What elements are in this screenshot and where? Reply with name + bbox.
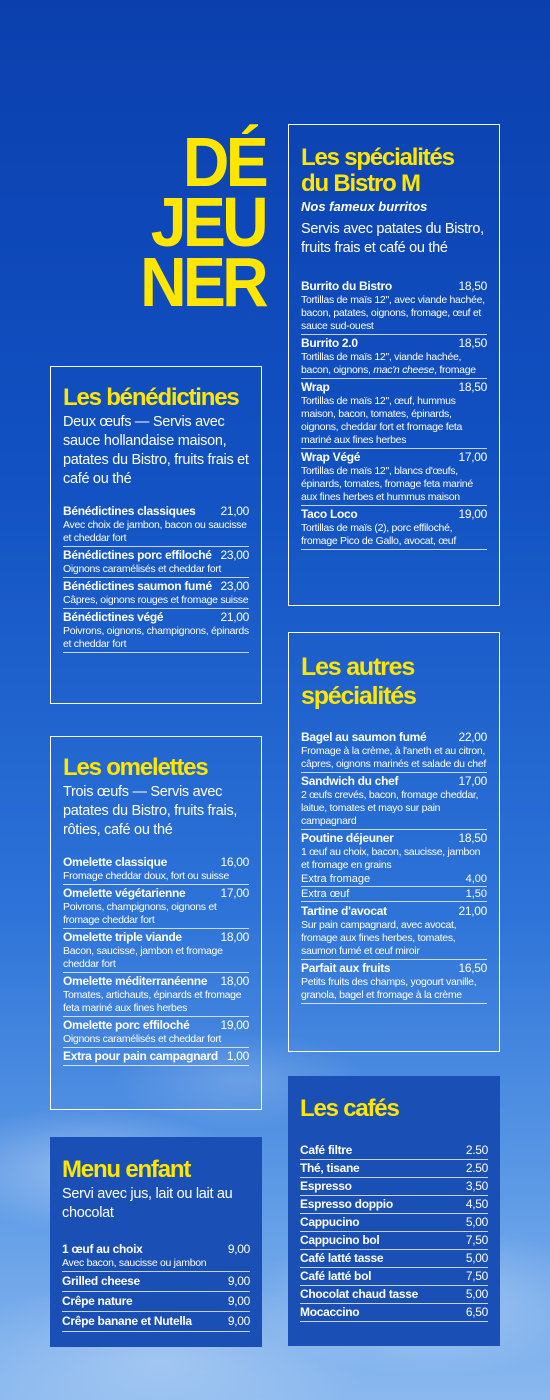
menu-item: [63, 973, 249, 1017]
menu-item: [300, 1142, 488, 1160]
page-title: [132, 123, 265, 321]
menu-item: [301, 773, 487, 830]
menu-item: [63, 929, 249, 973]
menu-item: [62, 1292, 250, 1312]
item-name: Chocolat chaud tasse: [300, 1287, 419, 1301]
item-price: 19,00: [220, 1018, 249, 1032]
coffee-section: [288, 1076, 500, 1346]
menu-item: [63, 503, 249, 547]
item-description: Oignons caramélisés et cheddar fort: [63, 563, 222, 575]
menu-item: [62, 1312, 250, 1332]
item-name: Omelette porc effiloché: [63, 1018, 190, 1032]
item-description: 1 œuf au choix, bacon, saucisse, jambon et fromage en grains: [301, 846, 481, 871]
item-name: Wrap Végé: [301, 450, 361, 464]
menu-item: [301, 449, 487, 506]
menu-item: [63, 1017, 249, 1048]
other-specialties-section: [288, 632, 500, 1052]
title-line-1: DÉ: [182, 123, 265, 201]
item-price: 17,00: [458, 450, 487, 464]
item-description: Avec bacon, saucisse ou jambon: [62, 1257, 207, 1269]
item-price: 22,00: [458, 730, 487, 744]
menu-item: [301, 379, 487, 449]
title-line-2: JEU: [150, 183, 265, 261]
item-name: Thé, tisane: [300, 1161, 360, 1175]
extra-price: 1,50: [465, 888, 487, 900]
item-description: Bacon, saucisse, jambon et fromage cheddar fort: [63, 945, 223, 970]
item-name: Parfait aux fruits: [301, 961, 391, 975]
item-description: Oignons caramélisés et cheddar fort: [63, 1033, 222, 1045]
item-name: Poutine déjeuner: [301, 831, 394, 845]
menu-item: [300, 1286, 488, 1304]
item-price: 23,00: [220, 579, 249, 593]
item-price: 9,00: [227, 1314, 250, 1328]
item-price: 19,00: [458, 507, 487, 521]
item-name: Café latté tasse: [300, 1251, 384, 1265]
extra-egg-row: [301, 887, 487, 902]
menu-item: [63, 547, 249, 578]
item-price: 7,50: [465, 1269, 488, 1283]
menu-item: [301, 729, 487, 773]
item-price: 23,00: [220, 548, 249, 562]
title-line-3: NER: [140, 243, 265, 321]
item-price: 21,00: [458, 904, 487, 918]
benedictines-list: [63, 503, 249, 653]
menu-item: [301, 278, 487, 335]
item-price: 6,50: [465, 1305, 488, 1319]
item-description: Tortillas de maïs 12", blancs d'œufs, épinards, tomates, fromage feta mariné aux fines herbes et hummus maison: [301, 465, 473, 503]
menu-item: [301, 903, 487, 960]
menu-item: [300, 1268, 488, 1286]
item-price: 9,00: [227, 1242, 250, 1256]
kids-menu-description: Servi avec jus, lait ou lait au chocolat: [62, 1186, 233, 1221]
item-name: Burrito 2.0: [301, 336, 358, 350]
coffee-heading: Les cafés: [300, 1095, 399, 1122]
item-description: [301, 351, 487, 377]
menu-item: [301, 506, 487, 550]
item-price: 3,50: [465, 1179, 488, 1193]
item-price: 21,00: [220, 610, 249, 624]
item-price: 5,00: [465, 1287, 488, 1301]
extra-name: Extra fromage: [301, 873, 371, 885]
item-name: Crêpe banane et Nutella: [62, 1314, 192, 1328]
item-description: Tortillas de maïs 12", avec viande hachée, bacon, patates, oignons, fromage, œuf et sauce sud-ouest: [301, 294, 485, 332]
menu-item: [63, 578, 249, 609]
bistro-specialties-description: Servis avec patates du Bistro, fruits frais et café ou thé: [301, 221, 484, 256]
item-name: Café latté bol: [300, 1269, 372, 1283]
item-name: Wrap: [301, 380, 330, 394]
menu-item: [63, 885, 249, 929]
item-description: Poivrons, champignons, oignons et fromage cheddar fort: [63, 901, 217, 926]
bistro-specialties-list: [301, 278, 487, 550]
item-name: Omelette méditerranéenne: [63, 974, 208, 988]
item-name: Omelette triple viande: [63, 930, 182, 944]
kids-menu-heading: Menu enfant: [62, 1156, 191, 1183]
item-description: Tomates, artichauts, épinards et fromage feta mariné aux fines herbes: [63, 989, 242, 1014]
item-name: Sandwich du chef: [301, 774, 399, 788]
benedictines-section: [50, 366, 262, 704]
item-name: Burrito du Bistro: [301, 279, 392, 293]
menu-item: [63, 1048, 249, 1066]
item-description: Sur pain campagnard, avec avocat, fromage aux fines herbes, tomates, saumon fumé et œuf miroir: [301, 919, 457, 957]
menu-item: [62, 1241, 250, 1272]
menu-item: [300, 1250, 488, 1268]
benedictines-description: Deux œufs — Servis avec sauce hollandaise maison, patates du Bistro, fruits frais et café ou thé: [63, 414, 249, 487]
item-name: Espresso: [300, 1179, 352, 1193]
menu-item: [300, 1196, 488, 1214]
item-name: Omelette classique: [63, 855, 167, 869]
item-name: Bénédictines saumon fumé: [63, 579, 212, 593]
item-price: 5,00: [465, 1251, 488, 1265]
item-price: 16,50: [458, 961, 487, 975]
heading-line-1: Les spécialités: [301, 144, 454, 171]
item-price: 1,00: [226, 1049, 249, 1063]
menu-item: [300, 1160, 488, 1178]
item-name: Bénédictines classiques: [63, 504, 196, 518]
desc-part: Tortillas de maïs 12", viande hachée, bacon, oignons,: [301, 351, 462, 376]
item-price: 2.50: [465, 1161, 488, 1175]
item-price: 5,00: [465, 1215, 488, 1229]
item-name: 1 œuf au choix: [62, 1242, 143, 1256]
omelettes-heading: Les omelettes: [63, 754, 208, 781]
other-specialties-heading: [301, 653, 487, 711]
item-price: 18,00: [220, 930, 249, 944]
item-price: 4,50: [465, 1197, 488, 1211]
item-name: Mocaccino: [300, 1305, 360, 1319]
menu-item: [300, 1178, 488, 1196]
bistro-specialties-heading: [301, 145, 487, 197]
omelettes-list: [63, 854, 249, 1066]
omelettes-description: Trois œufs — Servis avec patates du Bistro, fruits frais, rôties, café ou thé: [63, 784, 238, 838]
omelettes-section: [50, 736, 262, 1110]
menu-item: [301, 830, 487, 903]
item-description: Poivrons, oignons, champignons, épinards et cheddar fort: [63, 625, 249, 650]
item-name: Extra pour pain campagnard: [63, 1049, 218, 1063]
heading-line-2: spécialités: [301, 682, 416, 710]
item-name: Bagel au saumon fumé: [301, 730, 427, 744]
menu-item: [301, 960, 487, 1004]
item-price: 2.50: [465, 1143, 488, 1157]
item-price: 9,00: [227, 1294, 250, 1308]
item-name: Grilled cheese: [62, 1274, 140, 1288]
item-name: Cappucino: [300, 1215, 360, 1229]
coffee-list: [300, 1142, 488, 1322]
item-price: 18,50: [458, 336, 487, 350]
menu-item: [300, 1214, 488, 1232]
menu-item: [300, 1232, 488, 1250]
item-name: Omelette végétarienne: [63, 886, 186, 900]
item-price: 18,50: [458, 380, 487, 394]
item-price: 18,50: [458, 279, 487, 293]
item-name: Espresso doppio: [300, 1197, 393, 1211]
bistro-specialties-section: [288, 124, 500, 606]
item-description: 2 œufs crevés, bacon, fromage cheddar, laitue, tomates et mayo sur pain campagnard: [301, 789, 479, 827]
item-name: Tartine d'avocat: [301, 904, 387, 918]
item-price: 17,00: [220, 886, 249, 900]
menu-item: [301, 335, 487, 379]
other-specialties-list: [301, 729, 487, 1004]
item-description: Avec choix de jambon, bacon ou saucisse et cheddar fort: [63, 519, 247, 544]
benedictines-heading: Les bénédictines: [63, 384, 239, 411]
extra-cheese-row: [301, 872, 487, 887]
item-price: 18,50: [458, 831, 487, 845]
desc-emphasis: mac'n cheese: [373, 364, 435, 376]
desc-part: , fromage: [434, 364, 476, 376]
item-name: Taco Loco: [301, 507, 358, 521]
item-description: Petits fruits des champs, yogourt vanille, granola, bagel et fromage à la crème: [301, 976, 477, 1001]
heading-line-1: Les autres: [301, 653, 415, 681]
item-name: Bénédictines végé: [63, 610, 164, 624]
item-name: Cappucino bol: [300, 1233, 380, 1247]
item-price: 16,00: [220, 855, 249, 869]
extra-name: Extra œuf: [301, 888, 350, 900]
item-name: Café filtre: [300, 1143, 353, 1157]
kids-menu-list: [62, 1241, 250, 1332]
item-description: Fromage cheddar doux, fort ou suisse: [63, 870, 230, 882]
item-description: Tortillas de maïs (2), porc effiloché, fromage Pico de Gallo, avocat, œuf: [301, 522, 456, 547]
item-price: 21,00: [220, 504, 249, 518]
burritos-subheading: Nos fameux burritos: [301, 199, 428, 214]
item-price: 18,00: [220, 974, 249, 988]
item-description: Câpres, oignons rouges et fromage suisse: [63, 594, 249, 606]
item-name: Crêpe nature: [62, 1294, 133, 1308]
extra-price: 4,00: [465, 873, 487, 885]
kids-menu-section: [50, 1137, 262, 1347]
item-name: Bénédictines porc effiloché: [63, 548, 212, 562]
item-price: 7,50: [465, 1233, 488, 1247]
item-description: Tortillas de maïs 12", œuf, hummus maison, bacon, tomates, épinards, oignons, cheddar fort et fromage feta mariné aux fines herbes: [301, 395, 463, 446]
menu-item: [63, 609, 249, 653]
heading-line-2: du Bistro M: [301, 170, 420, 197]
item-price: 9,00: [227, 1274, 250, 1288]
menu-item: [63, 854, 249, 885]
item-description: Fromage à la crème, à l'aneth et au citron, câpres, oignons marinés et salade du chef: [301, 745, 486, 770]
menu-item: [300, 1304, 488, 1322]
menu-item: [62, 1272, 250, 1292]
item-price: 17,00: [458, 774, 487, 788]
